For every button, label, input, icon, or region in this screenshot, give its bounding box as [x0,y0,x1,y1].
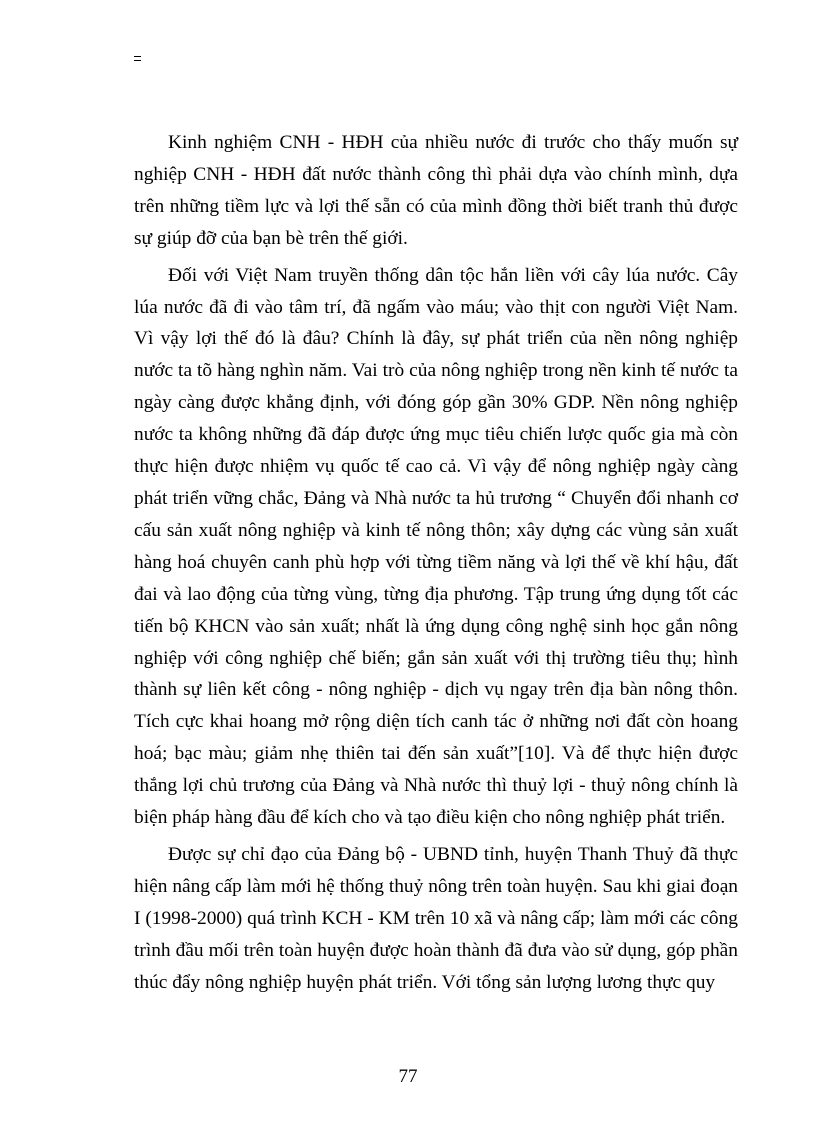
document-body [134,127,738,1003]
paragraph-3: Được sự chỉ đạo của Đảng bộ - UBND tỉnh, huyện Thanh Thuỷ đã thực hiện nâng cấp làm mới hệ thống thuỷ nông trên toàn huyện. Sau khi giai đoạn I (1998-2000) quá trình KCH - KM trên 10 xã và nâng cấp; làm mới các công trình đầu mối trên toàn huyện được hoàn thành đã đưa vào sử dụng, góp phần thúc đẩy nông nghiệp huyện phát triển. Với tổng sản lượng lương thực quy [134,843,738,993]
paragraph-2: Đối với Việt Nam truyền thống dân tộc hắn liền với cây lúa nước. Cây lúa nước đã đi vào tâm trí, đã ngấm vào máu; vào thịt con người Việt Nam. Vì vậy lợi thế đó là đâu? Chính là đây, sự phát triển của nền nông nghiệp nước ta tõ hàng nghìn năm. Vai trò của nông nghiệp trong nền kinh tế nước ta ngày càng được khẳng định, với đóng góp gần 30% GDP. Nền nông nghiệp nước ta không những đã đáp được ứng mục tiêu chiến lược quốc gia mà còn thực hiện được nhiệm vụ quốc tế cao cả. Vì vậy để nông nghiệp ngày càng phát triển vững chắc, Đảng và Nhà nước ta hủ trương “ Chuyển đổi nhanh cơ cấu sản xuất nông nghiệp và kinh tế nông thôn; xây dựng các vùng sản xuất hàng hoá chuyên canh phù hợp với từng tiềm năng và lợi thế về khí hậu, đất đai và lao động của từng vùng, từng địa phương. Tập trung ứng dụng tốt các tiến bộ KHCN vào sản xuất; nhất là ứng dụng công nghệ sinh học gắn nông nghiệp với công nghiệp chế biến; gắn sản xuất với thị trường tiêu thụ; hình thành sự liên kết công - nông nghiệp - dịch vụ ngay trên địa bàn nông thôn. Tích cực khai hoang mở rộng diện tích canh tác ở những nơi đất còn hoang hoá; bạc màu; giảm nhẹ thiên tai đến sản xuất”[10]. Và để thực hiện được thắng lợi chủ trương của Đảng và Nhà nước thì thuỷ lợi - thuỷ nông chính là biện pháp hàng đầu để kích cho và tạo điều kiện cho nông nghiệp phát triển. [134,264,738,829]
page-number: 77 [398,1066,418,1087]
paragraph-1: Kinh nghiệm CNH - HĐH của nhiều nước đi trước cho thấy muốn sự nghiệp CNH - HĐH đất nước thành công thì phải dựa vào chính mình, dựa trên những tiềm lực và lợi thế sẵn có của mình đồng thời biết tranh thủ được sự giúp đỡ của bạn bè trên thế giới. [134,132,738,249]
corner-mark [134,56,141,61]
